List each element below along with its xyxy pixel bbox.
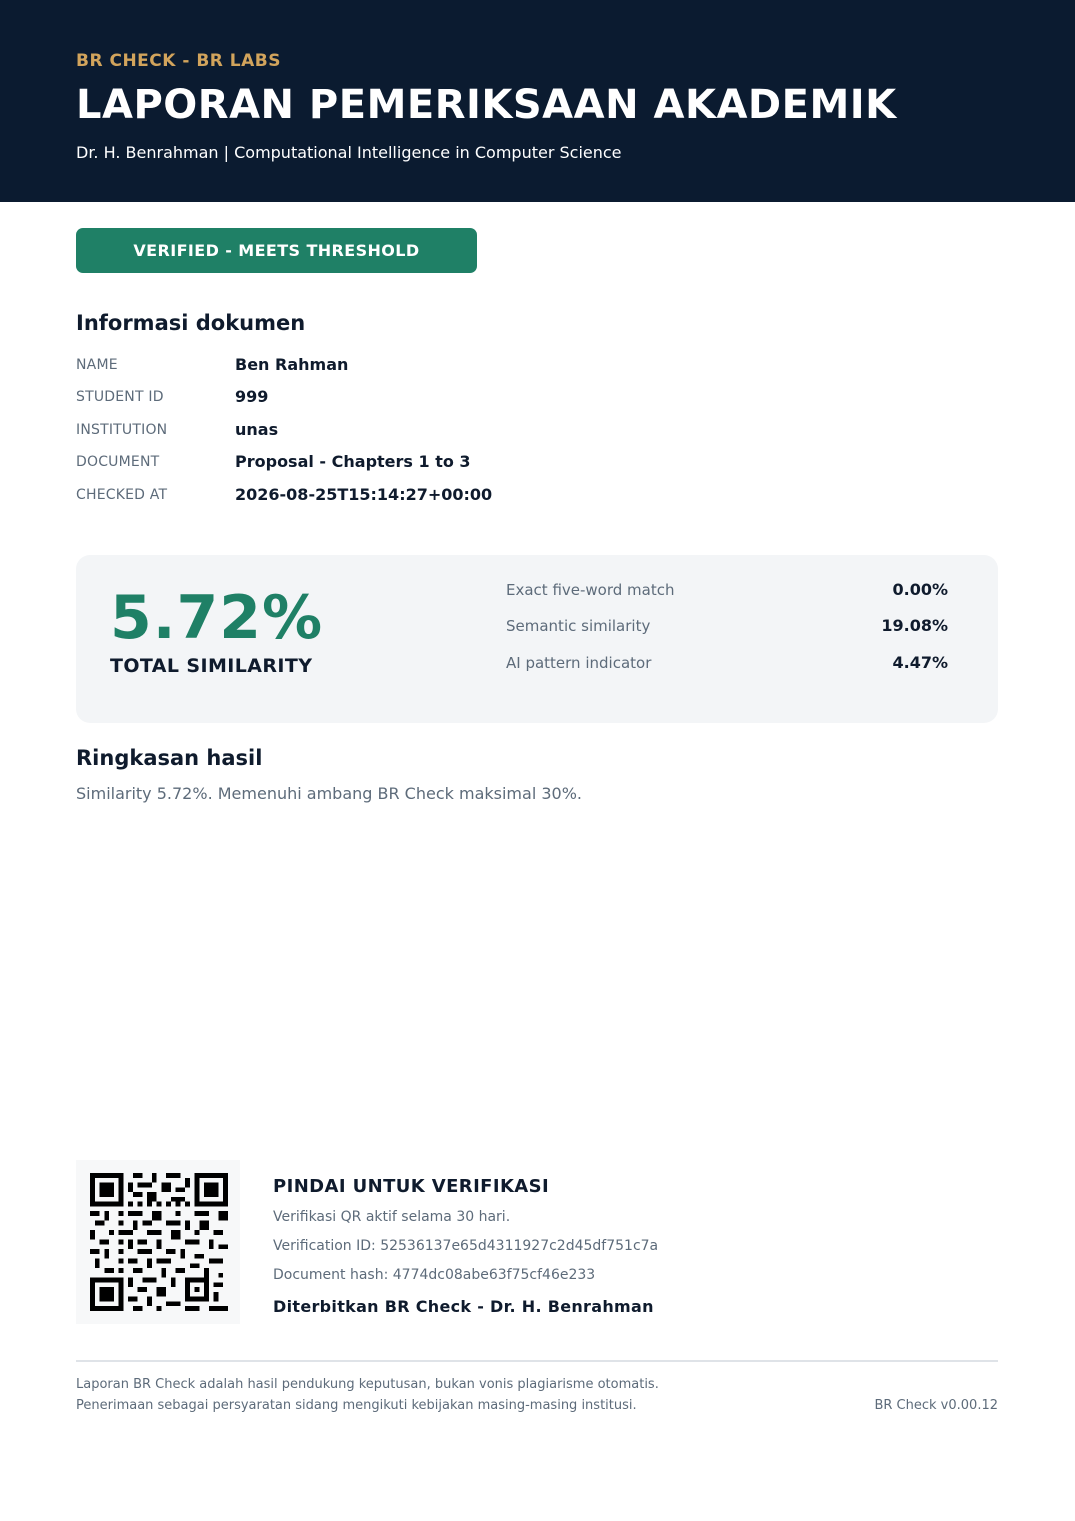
summary-text: Similarity 5.72%. Memenuhi ambang BR Check maksimal 30%. xyxy=(76,784,582,803)
metric-label: Exact five-word match xyxy=(506,581,675,599)
info-label: CHECKED AT xyxy=(76,487,168,503)
total-similarity-value: 5.72% xyxy=(110,583,324,653)
similarity-score-card xyxy=(76,555,998,723)
qr-code-icon[interactable] xyxy=(90,1173,228,1311)
info-value: Proposal - Chapters 1 to 3 xyxy=(235,452,471,471)
metric-value: 4.47% xyxy=(892,653,948,672)
status-badge: VERIFIED - MEETS THRESHOLD xyxy=(76,228,477,273)
metric-exact-match xyxy=(506,581,948,603)
footer-divider xyxy=(76,1360,998,1362)
qr-validity-note: Verifikasi QR aktif selama 30 hari. xyxy=(273,1209,511,1225)
info-label: INSTITUTION xyxy=(76,422,168,438)
info-value: Ben Rahman xyxy=(235,355,349,374)
metric-ai-pattern xyxy=(506,654,948,676)
document-hash: Document hash: 4774dc08abe63f75cf46e233 xyxy=(273,1267,596,1283)
footer-version: BR Check v0.00.12 xyxy=(874,1398,998,1413)
info-value: unas xyxy=(235,420,279,439)
metric-semantic-similarity xyxy=(506,617,948,639)
report-subtitle: Dr. H. Benrahman | Computational Intelligence in Computer Science xyxy=(76,143,622,162)
qr-code-panel[interactable] xyxy=(76,1160,240,1324)
info-value: 999 xyxy=(235,387,269,406)
verification-id: Verification ID: 52536137e65d4311927c2d45df751c7a xyxy=(273,1238,659,1254)
verification-title: PINDAI UNTUK VERIFIKASI xyxy=(273,1176,550,1197)
info-label: NAME xyxy=(76,357,118,373)
brand-label: BR CHECK - BR LABS xyxy=(76,51,281,71)
footer-disclaimer-line1: Laporan BR Check adalah hasil pendukung keputusan, bukan vonis plagiarisme otomatis. xyxy=(76,1377,659,1392)
metric-value: 0.00% xyxy=(892,580,948,599)
metric-value: 19.08% xyxy=(881,616,948,635)
metric-label: AI pattern indicator xyxy=(506,654,652,672)
total-similarity-label: TOTAL SIMILARITY xyxy=(110,655,313,677)
document-info-heading: Informasi dokumen xyxy=(76,311,306,335)
metric-label: Semantic similarity xyxy=(506,617,651,635)
report-header xyxy=(0,0,1075,202)
footer-disclaimer-line2: Penerimaan sebagai persyaratan sidang mengikuti kebijakan masing-masing institusi. xyxy=(76,1398,637,1413)
info-label: STUDENT ID xyxy=(76,389,164,405)
summary-heading: Ringkasan hasil xyxy=(76,746,263,770)
report-title: LAPORAN PEMERIKSAAN AKADEMIK xyxy=(76,82,897,128)
info-label: DOCUMENT xyxy=(76,454,160,470)
info-value: 2026-08-25T15:14:27+00:00 xyxy=(235,485,493,504)
issuer-label: Diterbitkan BR Check - Dr. H. Benrahman xyxy=(273,1297,654,1316)
